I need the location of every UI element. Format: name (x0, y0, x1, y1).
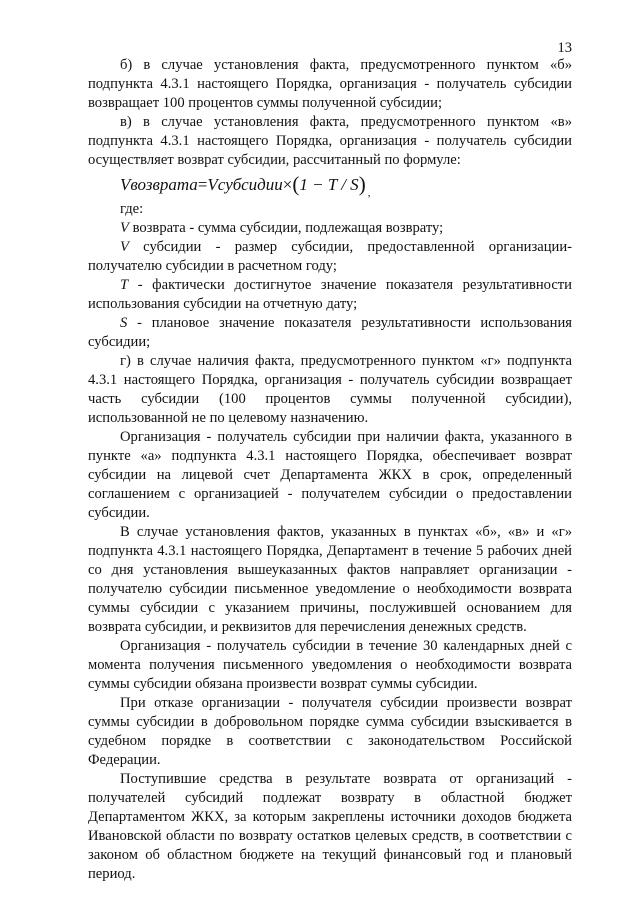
paragraph-returned-funds: Поступившие средства в результате возврата от организаций - получателей субсидий подлежат возврату в областной бюджет Департаментом ЖКХ, за которым закреплены источники доходов бюджета Ивановской области по возврату остатков целевых средств, в соответствии с законом об областном бюджете на текущий финансовый год и плановый период. (88, 771, 572, 882)
definition-v-subsidy-text: субсидии - размер субсидии, предоставленной организации-получателю субсидии в расчетном году; (88, 239, 572, 274)
formula-expression (120, 170, 370, 207)
paragraph-org-point-a: Организация - получатель субсидии при наличии факта, указанного в пункте «а» подпункта 4.3.1 настоящего Порядка, обеспечивает возврат субсидии на лицевой счет Департамента ЖКХ в срок, определенный соглашением с организацией - получателем субсидии о предоставлении субсидии. (88, 429, 572, 521)
definition-t (88, 276, 572, 314)
paragraph-thirty-days: Организация - получатель субсидии в течение 30 календарных дней с момента получения письменного уведомления о необходимости возврата суммы субсидии обязана произвести возврат суммы субсидии. (88, 638, 572, 692)
document-body (88, 56, 572, 884)
where-label: где: (120, 201, 144, 217)
paragraph-item-v: в) в случае установления факта, предусмотренного пунктом «в» подпункта 4.3.1 настоящего Порядка, организация - получатель субсидии осуществляет возврат субсидии, рассчитанный по формуле: (88, 114, 572, 168)
formula-trailing-comma: , (367, 187, 371, 199)
paragraph-refusal: При отказе организации - получателя субсидии произвести возврат суммы субсидии в добровольном порядке сумма субсидии взыскивается в судебном порядке в соответствии с законодательством Российской Федерации. (88, 695, 572, 768)
formula-open-paren: ( (292, 172, 300, 196)
formula-close-paren: ) (358, 172, 366, 196)
definition-s-text: - плановое значение показателя результативности использования субсидии; (88, 315, 572, 350)
page-number: 13 (557, 40, 572, 56)
paragraph-facts-b-v-g: В случае установления фактов, указанных в пунктах «б», «в» и «г» подпункта 4.3.1 настоящего Порядка, Департамент в течение 5 рабочих дней со дня установления вышеуказанных фактов направляет организации - получателю субсидии письменное уведомление о необходимости возврата суммы субсидии с указанием причины, послужившей основанием для возврата субсидии, и реквизитов для перечисления денежных средств. (88, 524, 572, 635)
paragraph-item-b: б) в случае установления факта, предусмотренного пунктом «б» подпункта 4.3.1 настоящего Порядка, организация - получатель субсидии возвращает 100 процентов суммы полученной субсидии; (88, 57, 572, 111)
formula-equals: = (197, 175, 208, 194)
variable-v-return: V (120, 220, 129, 236)
definition-v-subsidy (88, 238, 572, 276)
formula-rhs-variable: Vсубсидии (207, 175, 283, 194)
refund-formula (88, 170, 572, 200)
formula-times: × (282, 175, 293, 194)
definition-v-return (88, 219, 572, 238)
variable-v-subsidy: V (120, 239, 129, 255)
variable-s: S (120, 315, 128, 331)
definition-t-text: - фактически достигнутое значение показателя результативности использования субсидии на отчетную дату; (88, 277, 572, 312)
definition-v-return-text: возврата - сумма субсидии, подлежащая возврату; (128, 220, 444, 236)
variable-t: T (120, 277, 129, 293)
paragraph-item-g: г) в случае наличия факта, предусмотренного пунктом «г» подпункта 4.3.1 настоящего Порядка, организация - получатель субсидии возвращает часть субсидии (100 процентов суммы полученной субсидии), использованной не по целевому назначению. (88, 353, 572, 426)
formula-lhs: Vвозврата (120, 175, 198, 194)
formula-inner: 1 − T / S (299, 175, 359, 194)
definition-s (88, 314, 572, 352)
